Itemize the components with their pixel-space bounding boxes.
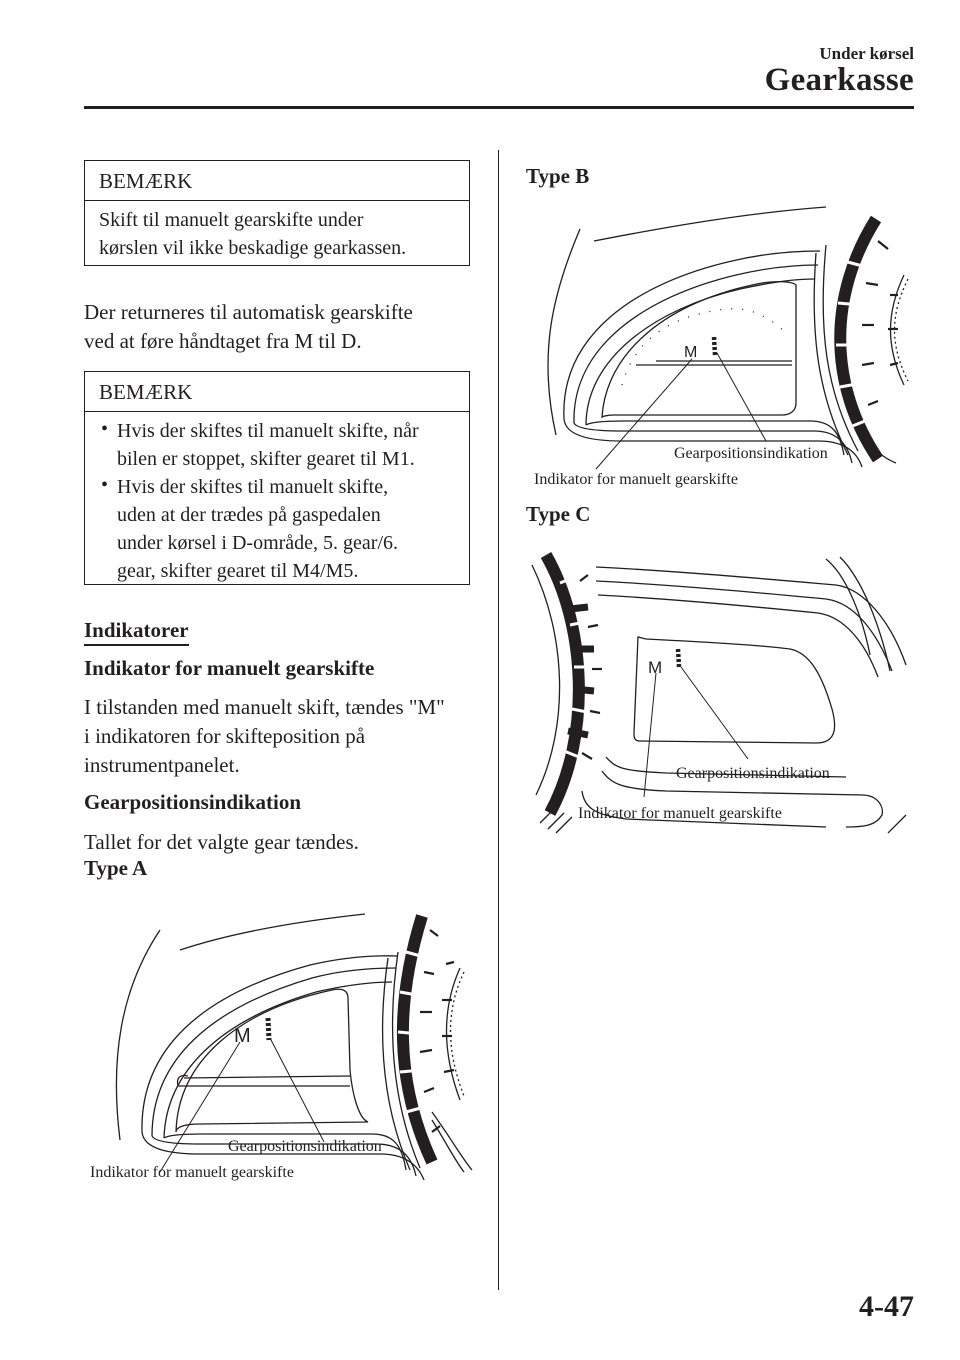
note-box-1 [84,160,470,266]
subheading-gear-position: Gearpositionsindikation [84,790,302,814]
note-bullet-line: gear, skifter gearet til M4/M5. [117,560,359,582]
caption-gear-position-a: Gearpositionsindikation [228,1138,382,1155]
figure-type-b [526,205,926,495]
paragraph-line: ved at føre håndtaget fra M til D. [84,329,362,353]
dashboard-illustration-c [526,545,926,835]
paragraph-gear-position: Tallet for det valgte gear tændes. [84,830,359,854]
paragraph-line: instrumentpanelet. [84,753,240,777]
note-heading: BEMÆRK [85,161,469,201]
section-header: Under kørsel [819,44,914,63]
caption-gear-position-c: Gearpositionsindikation [676,765,830,782]
paragraph-manual-indicator [84,693,445,780]
header-rule [84,106,914,109]
figure-label-type-b: Type B [526,164,590,188]
paragraph-return-auto [84,298,413,356]
figure-type-c [526,545,926,835]
note-box-2 [84,371,470,585]
note-bullet-line: Hvis der skiftes til manuelt skifte, når [117,420,419,442]
manual-mode-letter: M [684,344,698,361]
bullet-marker: • [101,474,109,496]
note-bullet-line: Hvis der skiftes til manuelt skifte, [117,476,389,498]
figure-type-a [80,900,480,1200]
paragraph-line: i indikatoren for skifteposition på [84,724,366,748]
manual-mode-letter: M [234,1025,251,1047]
note-heading: BEMÆRK [85,372,469,412]
note-bullet-line: under kørsel i D-område, 5. gear/6. [117,532,399,554]
column-divider [498,150,499,1290]
leader-gear [681,667,748,759]
caption-manual-indicator-a: Indikator for manuelt gearskifte [90,1164,294,1181]
page-title: Gearkasse [764,62,914,98]
note-text-line: Skift til manuelt gearskifte under [99,209,364,231]
note-bullet-line: bilen er stoppet, skifter gearet til M1. [117,448,415,470]
note-text-line: kørslen vil ikke beskadige gearkassen. [99,237,407,259]
leader-gear [717,353,766,441]
caption-manual-indicator-b: Indikator for manuelt gearskifte [534,471,738,488]
subheading-manual-indicator: Indikator for manuelt gearskifte [84,656,375,680]
manual-mode-letter: M [648,658,663,677]
note-bullet-line: uden at der trædes på gaspedalen [117,504,381,526]
leader-manual [644,673,656,797]
page-number: 4-47 [859,1290,914,1323]
figure-label-type-a: Type A [84,856,148,880]
section-heading: Indikatorer [84,618,189,646]
caption-manual-indicator-c: Indikator for manuelt gearskifte [578,805,782,822]
figure-label-type-c: Type C [526,502,591,526]
paragraph-line: I tilstanden med manuelt skift, tændes "M" [84,695,445,719]
bullet-marker: • [101,418,109,440]
caption-gear-position-b: Gearpositionsindikation [674,445,828,462]
paragraph-line: Der returneres til automatisk gearskifte [84,300,413,324]
leader-gear [270,1038,324,1142]
